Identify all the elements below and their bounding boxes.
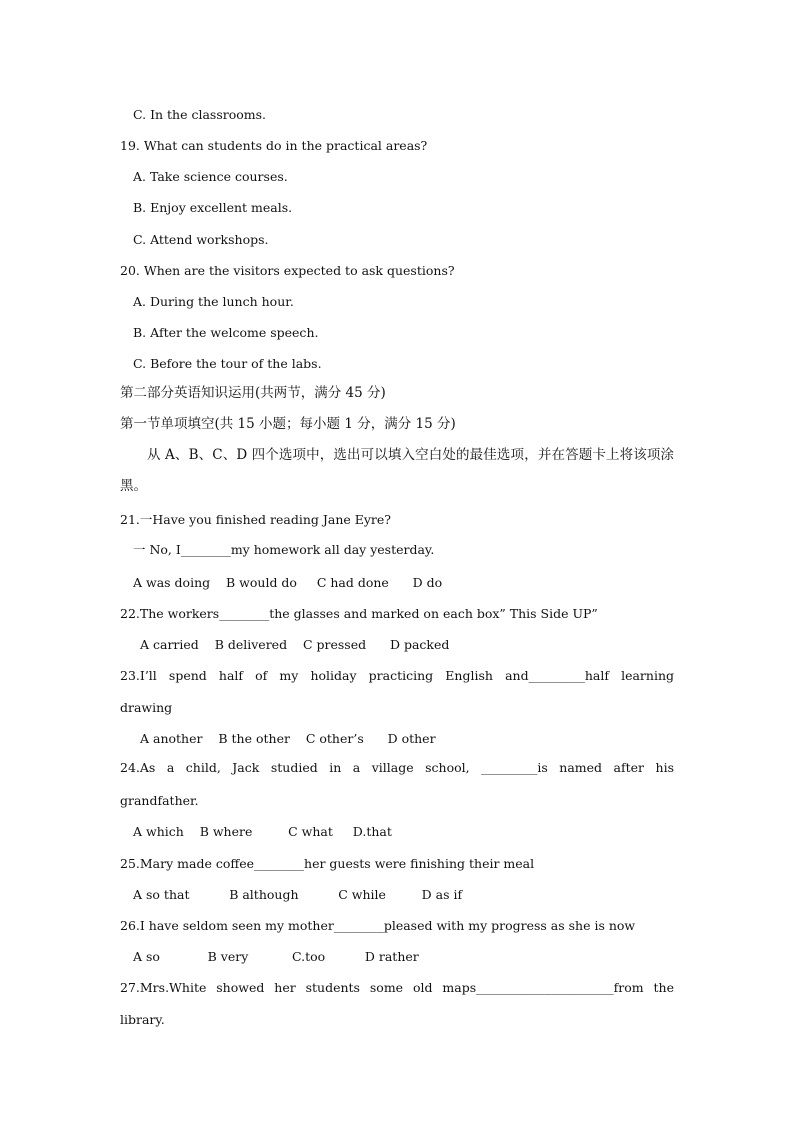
options-22: A carried B delivered C pressed D packed xyxy=(140,637,450,652)
question-26: 26.I have seldom seen my mother________pleased with my progress as she is now xyxy=(120,918,636,933)
question-20: 20. When are the visitors expected to ask questions? xyxy=(120,263,455,278)
section-heading-part2: 第二部分英语知识运用(共两节，满分 45 分) xyxy=(120,385,386,401)
option-19b: B. Enjoy excellent meals. xyxy=(133,200,293,215)
instructions-line2: 黑。 xyxy=(120,478,147,494)
option-20c: C. Before the tour of the labs. xyxy=(133,356,322,371)
instructions-line1: 从 A、B、C、D 四个选项中，选出可以填入空白处的最佳选项，并在答题卡上将该项涂 xyxy=(147,447,674,463)
option-19c: C. Attend workshops. xyxy=(133,232,269,247)
option-19a: A. Take science courses. xyxy=(133,169,288,184)
question-25: 25.Mary made coffee________her guests were finishing their meal xyxy=(120,856,535,871)
question-22: 22.The workers________the glasses and marked on each box” This Side UP” xyxy=(120,606,598,621)
options-25: A so that B although C while D as if xyxy=(133,887,463,902)
question-21: 21.一Have you finished reading Jane Eyre? xyxy=(120,512,391,527)
question-19: 19. What can students do in the practical areas? xyxy=(120,138,428,153)
question-24: 24.As a child, Jack studied in a village school, _________is named after his xyxy=(120,760,674,775)
options-21: A was doing B would do C had done D do xyxy=(133,575,443,590)
question-27-cont: library. xyxy=(120,1012,165,1027)
question-27: 27.Mrs.White showed her students some old maps______________________from the xyxy=(120,980,674,995)
question-21-reply: 一 No, I________my homework all day yesterday. xyxy=(133,542,435,557)
question-24-cont: grandfather. xyxy=(120,793,199,808)
section-heading-part1: 第一节单项填空(共 15 小题；每小题 1 分，满分 15 分) xyxy=(120,416,456,432)
options-26: A so B very C.too D rather xyxy=(133,949,419,964)
line-c-classrooms: C. In the classrooms. xyxy=(133,107,267,122)
options-24: A which B where C what D.that xyxy=(133,824,392,839)
option-20b: B. After the welcome speech. xyxy=(133,325,319,340)
option-20a: A. During the lunch hour. xyxy=(133,294,294,309)
question-23: 23.I’ll spend half of my holiday practicing English and_________half learning xyxy=(120,668,674,683)
options-23: A another B the other C other’s D other xyxy=(140,731,436,746)
question-23-cont: drawing xyxy=(120,700,173,715)
